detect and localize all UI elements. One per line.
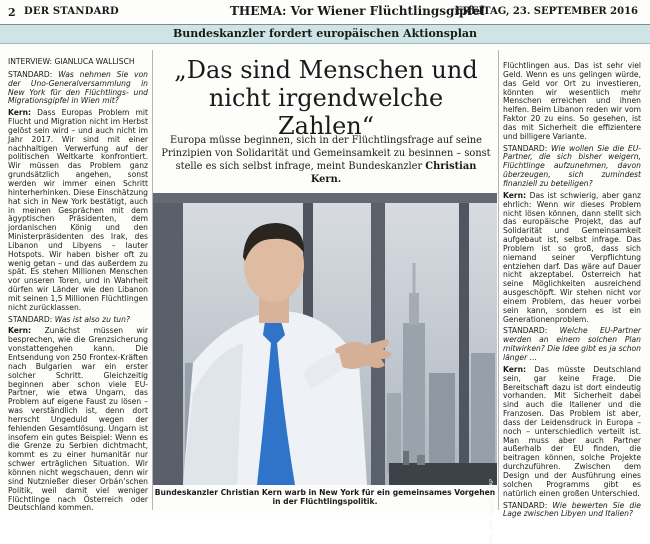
left-column <box>8 57 148 513</box>
answer-text: Zunächst müssen wir besprechen, wie die Grenzsicherung vonstattengehen kann. Die Entsendung von 250 Frontex-Kräften nach Bulgarien war ein erster solcher Schritt. Gleichzeitig beginnen aber schon viele EU-Partner, wie etwa Ungarn, das Problem auf eigene Faust zu lösen – was verständlich ist, denn dort herrscht Ungeduld wegen der fehlenden Gesamtlösung. Ungarn ist insofern ein gutes Beispiel: Wenn es die Grenze zu Serbien dichtmacht, kommt es zu einer humanitär nur schwer erträglichen Situation. Wir können nicht wegschauen, denn wir sind Nutznießer dieser Orbán’schen Politik, weil damit viel weniger Flüchtlinge nach Österreich oder Deutschland kommen. <box>8 326 148 513</box>
page-header <box>0 0 650 25</box>
speaker-label: Kern: <box>503 364 527 374</box>
answer-text: Dass Europas Problem mit Flucht und Migration nicht im Herbst gelöst sein wird – und auch nicht im Jahr 2017. Wir sind mit einer nachhaltigen Verwerfung auf der politischen Weltkarte konfrontiert. Wir müssen das Problem ganz grundsätzlich angehen, sonst werden wir immer einen Schritt hinterherhinken. Diese Einschätzung hat sich in New York bestätigt, auch in meinen Gesprächen mit dem ägyptischen Präsidenten, dem jordanischen König und den Ministerpräsidenten des Irak, des Libanon und Libyens – lauter Hotspots. Wir haben bisher oft zu wenig getan – und das außerdem zu spät. Es stehen Millionen Menschen vor unseren Toren, und in Wahrheit dürfen wir Länder wie den Libanon mit seinen 1,5 Millionen Flüchtlingen nicht zurücklassen. <box>8 108 148 312</box>
question-text: Wie bewerten Sie die Lage zwischen Libyen und Italien? <box>503 500 641 519</box>
headline <box>158 56 494 140</box>
question-text: Was nehmen Sie von der Uno-Generalversammlung in New York für den Flüchtlings- und Migrationsgipfel in Wien mit? <box>8 69 148 106</box>
speaker-label: STANDARD: <box>503 143 548 153</box>
speaker-label: STANDARD: <box>8 69 53 79</box>
subhead: Bundeskanzler fordert europäischen Aktionsplan <box>172 27 477 40</box>
photo-illustration <box>153 193 497 485</box>
answer-paragraph <box>8 327 148 513</box>
speaker-label: STANDARD: <box>8 314 53 324</box>
newspaper-name: DER STANDARD <box>24 6 119 17</box>
speaker-label: Kern: <box>8 108 32 118</box>
photo-credit: Foto: EPA / Andy Rain/KAP <box>489 479 495 544</box>
section-theme: THEMA: Vor Wiener Flüchtlingsgipfel <box>230 4 485 18</box>
byline: INTERVIEW: GIANLUCA WALLISCH <box>8 57 135 66</box>
question-paragraph <box>8 316 148 325</box>
speaker-label: STANDARD: <box>503 326 548 336</box>
headline-line-1: „Das sind Menschen und <box>174 56 478 84</box>
answer-paragraph <box>503 366 641 499</box>
right-column <box>503 61 641 519</box>
question-text: Was ist also zu tun? <box>54 314 130 324</box>
question-paragraph <box>8 71 148 106</box>
question-paragraph <box>503 145 641 189</box>
speaker-label: Kern: <box>8 326 32 336</box>
headline-line-2: nicht irgendwelche Zahlen“ <box>208 84 444 140</box>
lead-name: Christian Kern. <box>310 161 477 185</box>
lead-text: Europa müsse beginnen, sich in der Flüchtlingsfrage auf seine Prinzipien von Solidarität und Gemeinsamkeit zu besinnen – sonst stelle es sich selbst infrage, meint Bundeskanzler <box>161 135 491 172</box>
subhead-band <box>0 25 650 44</box>
issue-date: FREITAG, 23. SEPTEMBER 2016 <box>455 6 638 17</box>
speaker-label: Kern: <box>503 190 527 200</box>
question-text: Wie wollen Sie die EU-Partner, die sich bisher weigern, Flüchtlinge aufzunehmen, davon überzeugen, sich zumindest finanziell zu beteiligen? <box>503 143 641 188</box>
question-paragraph <box>503 327 641 362</box>
page-number: 2 <box>8 6 16 19</box>
answer-text: Das müsste Deutschland sein, gar keine Frage. Die Bereitschaft dazu ist dort eindeutig vorhanden. Mit Sicherheit dabei sind auch die Italiener und die Franzosen. Das Problem ist aber, dass der Leidensdruck in Europa – noch – unterschiedlich verteilt ist. Man muss aber auch Partner außerhalb der EU finden, die beitragen können, solche Projekte durchzuführen. Zwischen dem Design und der Ausführung eines solchen Programms gibt es natürlich einen großen Unterschied. <box>503 364 641 498</box>
answer-text: Flüchtlingen aus. Das ist sehr viel Geld. Wenn es uns gelingen würde, das Geld vor Ort zu investieren, könnten wir wesentlich mehr Menschen erreichen und ihnen helfen. Beim Libanon reden wir vom Faktor 20 zu eins. So gesehen, ist das mit Sicherheit die effizientere und billigere Variante. <box>503 61 641 141</box>
answer-text: Das ist schwierig, aber ganz ehrlich: Wenn wir dieses Problem nicht lösen können, dann stellt sich das europäische Projekt, das auf Solidarität und Gemeinsamkeit aufgebaut ist, selbst infrage. Das Problem ist so groß, dass sich niemand seiner Verpflichtung entziehen darf. Das wäre auf Dauer nicht akzeptabel. Österreich hat seine Möglichkeiten ausreichend ausgeschöpft. Wir stehen nicht vor einem Problem, das heuer vorbei sein kann, sondern es ist ein Generationenproblem. <box>503 190 641 324</box>
answer-paragraph <box>8 109 148 312</box>
answer-paragraph <box>503 192 641 325</box>
column-divider <box>498 50 499 510</box>
photo-caption: Bundeskanzler Christian Kern warb in New York für ein gemeinsames Vorgehen in der Flüchtlingspolitik. <box>154 488 496 506</box>
question-paragraph <box>503 502 641 520</box>
question-text: Welche EU-Partner werden an einem solchen Plan mitwirken? Die Idee gibt es ja schon länger … <box>503 326 641 362</box>
speaker-label: STANDARD: <box>503 500 548 510</box>
lead-paragraph <box>160 134 492 186</box>
answer-paragraph <box>503 62 641 142</box>
